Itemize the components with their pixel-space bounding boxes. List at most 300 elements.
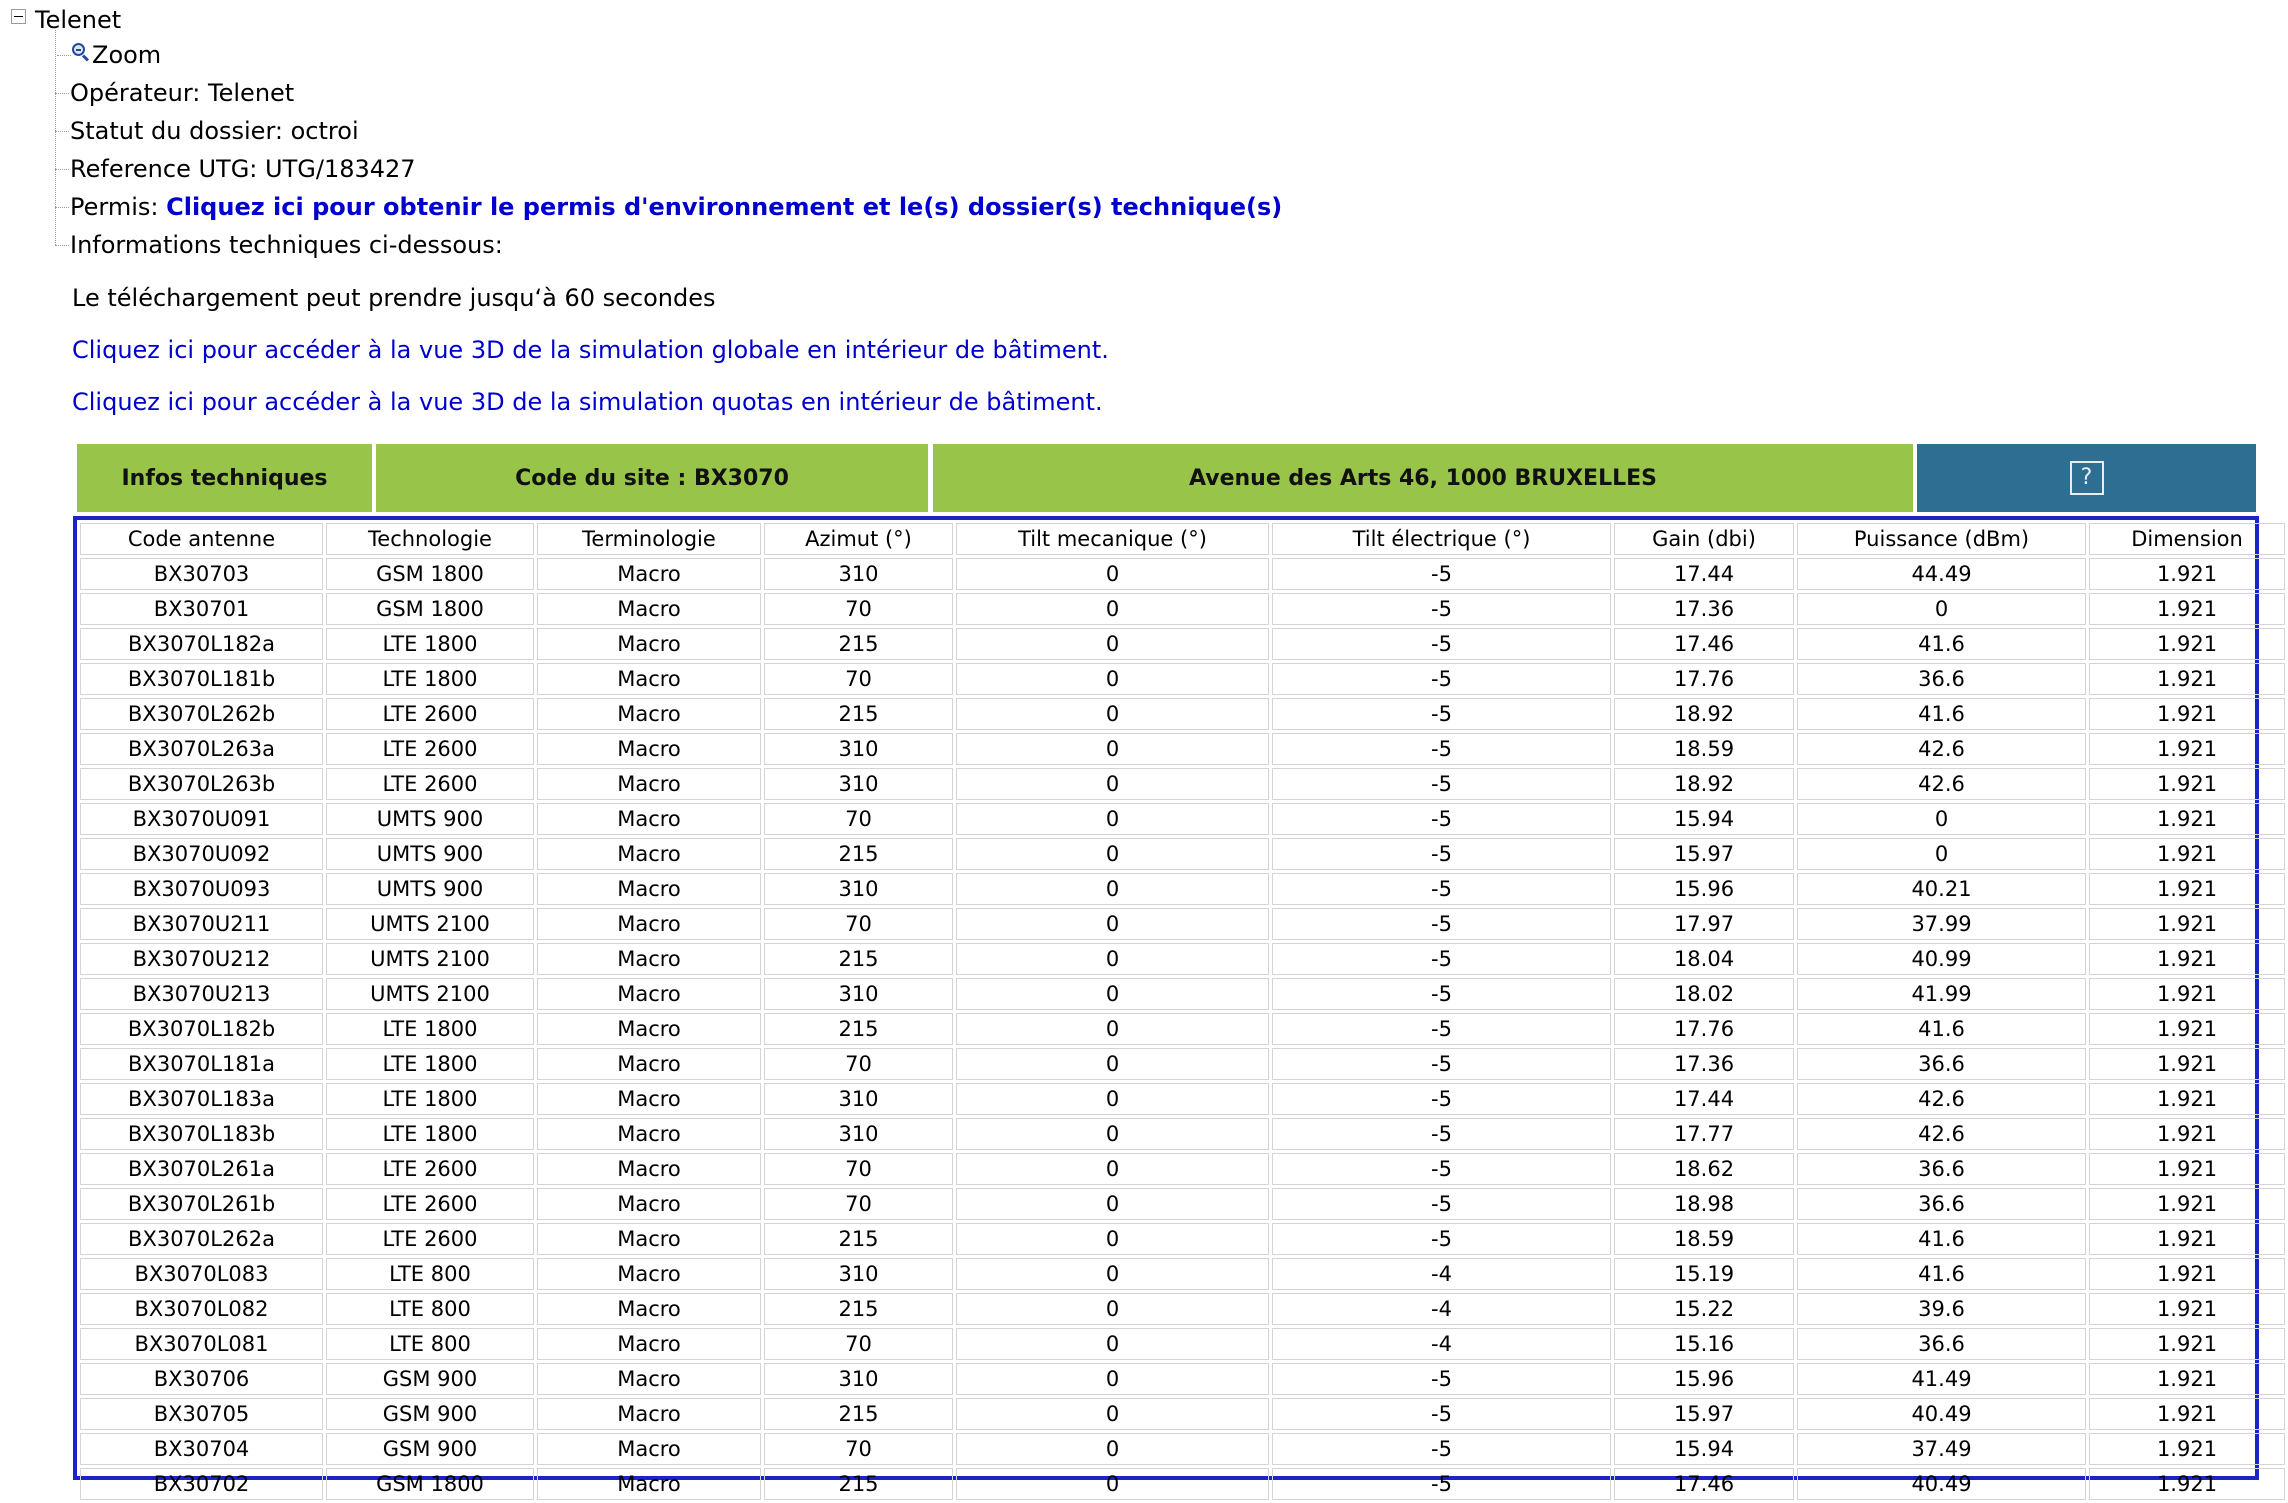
table-cell: LTE 1800: [326, 1083, 534, 1115]
antenna-table-container: [73, 516, 2259, 1496]
table-cell: BX3070U212: [80, 943, 323, 975]
reference-value: UTG/183427: [265, 155, 416, 183]
table-cell: 1.921: [2089, 1188, 2285, 1220]
table-cell: 15.19: [1614, 1258, 1794, 1290]
table-cell: 17.46: [1614, 1468, 1794, 1500]
table-cell: 41.6: [1797, 1223, 2086, 1255]
global-3d-link[interactable]: Cliquez ici pour accéder à la vue 3D de la simulation globale en intérieur de bâtiment.: [72, 336, 1109, 364]
header-address-cell: [933, 444, 1913, 512]
table-cell: LTE 2600: [326, 768, 534, 800]
table-cell: -4: [1272, 1328, 1611, 1360]
table-cell: 0: [956, 628, 1269, 660]
table-cell: 0: [956, 803, 1269, 835]
table-cell: GSM 900: [326, 1363, 534, 1395]
table-cell: 42.6: [1797, 733, 2086, 765]
table-cell: BX30702: [80, 1468, 323, 1500]
table-cell: 1.921: [2089, 1328, 2285, 1360]
table-cell: LTE 1800: [326, 628, 534, 660]
permit-link[interactable]: Cliquez ici pour obtenir le permis d'environnement et le(s) dossier(s) technique(s): [166, 193, 1283, 221]
table-cell: 0: [956, 733, 1269, 765]
table-cell: -5: [1272, 768, 1611, 800]
table-cell: 15.97: [1614, 1398, 1794, 1430]
table-cell: -5: [1272, 1223, 1611, 1255]
table-cell: 1.921: [2089, 1293, 2285, 1325]
table-cell: BX30706: [80, 1363, 323, 1395]
table-cell: 1.921: [2089, 1223, 2285, 1255]
table-cell: Macro: [537, 1223, 761, 1255]
table-row: [80, 663, 2285, 695]
table-cell: LTE 2600: [326, 1223, 534, 1255]
table-cell: LTE 1800: [326, 1013, 534, 1045]
table-cell: GSM 1800: [326, 1468, 534, 1500]
table-row: [80, 1153, 2285, 1185]
table-cell: 1.921: [2089, 978, 2285, 1010]
table-cell: Macro: [537, 1433, 761, 1465]
table-cell: -5: [1272, 1118, 1611, 1150]
table-cell: LTE 800: [326, 1328, 534, 1360]
table-cell: 41.6: [1797, 1013, 2086, 1045]
table-cell: 1.921: [2089, 1118, 2285, 1150]
table-cell: 1.921: [2089, 908, 2285, 940]
table-cell: 15.22: [1614, 1293, 1794, 1325]
table-row: [80, 803, 2285, 835]
table-row: [80, 1013, 2285, 1045]
site-tree: [0, 0, 2270, 440]
status-value: octroi: [290, 117, 359, 145]
table-cell: 310: [764, 768, 953, 800]
column-header: Code antenne: [80, 523, 323, 555]
table-row: [80, 628, 2285, 660]
table-row: [80, 1328, 2285, 1360]
tree-item-zoom[interactable]: [72, 38, 161, 72]
table-cell: 0: [1797, 803, 2086, 835]
table-cell: 17.77: [1614, 1118, 1794, 1150]
antenna-table: [77, 520, 2288, 1503]
table-row: [80, 978, 2285, 1010]
table-cell: 1.921: [2089, 593, 2285, 625]
table-cell: 0: [1797, 593, 2086, 625]
table-cell: 0: [956, 838, 1269, 870]
table-cell: Macro: [537, 628, 761, 660]
table-cell: 17.44: [1614, 558, 1794, 590]
table-cell: 1.921: [2089, 1468, 2285, 1500]
table-cell: GSM 1800: [326, 593, 534, 625]
table-cell: -5: [1272, 873, 1611, 905]
table-cell: 1.921: [2089, 1363, 2285, 1395]
table-cell: 0: [956, 1048, 1269, 1080]
table-cell: 15.16: [1614, 1328, 1794, 1360]
operator-value: Telenet: [208, 79, 295, 107]
table-cell: UMTS 2100: [326, 978, 534, 1010]
table-cell: 0: [956, 663, 1269, 695]
table-cell: 41.49: [1797, 1363, 2086, 1395]
table-cell: 0: [956, 1293, 1269, 1325]
table-row: [80, 1223, 2285, 1255]
table-cell: 70: [764, 1153, 953, 1185]
table-cell: BX3070L182a: [80, 628, 323, 660]
table-cell: 1.921: [2089, 698, 2285, 730]
table-row: [80, 593, 2285, 625]
table-cell: BX3070L182b: [80, 1013, 323, 1045]
header-help-cell: [1917, 444, 2256, 512]
table-cell: Macro: [537, 978, 761, 1010]
table-cell: BX3070U093: [80, 873, 323, 905]
table-cell: BX3070U091: [80, 803, 323, 835]
tree-item-status: [70, 114, 359, 148]
table-cell: 42.6: [1797, 1118, 2086, 1150]
table-cell: 37.99: [1797, 908, 2086, 940]
table-cell: -5: [1272, 1433, 1611, 1465]
table-cell: -5: [1272, 1188, 1611, 1220]
table-cell: 41.6: [1797, 628, 2086, 660]
table-cell: 0: [956, 1153, 1269, 1185]
table-cell: 17.36: [1614, 593, 1794, 625]
table-cell: Macro: [537, 733, 761, 765]
column-header: Dimension: [2089, 523, 2285, 555]
column-header: Technologie: [326, 523, 534, 555]
table-row: [80, 1083, 2285, 1115]
table-cell: -5: [1272, 838, 1611, 870]
table-cell: -5: [1272, 943, 1611, 975]
table-cell: BX3070U092: [80, 838, 323, 870]
table-row: [80, 698, 2285, 730]
table-cell: -5: [1272, 698, 1611, 730]
table-cell: BX3070L183a: [80, 1083, 323, 1115]
table-cell: -5: [1272, 803, 1611, 835]
table-cell: BX3070L262a: [80, 1223, 323, 1255]
operator-label: Opérateur:: [70, 79, 201, 107]
table-cell: BX30703: [80, 558, 323, 590]
table-cell: BX3070U213: [80, 978, 323, 1010]
table-cell: 0: [956, 1223, 1269, 1255]
table-row: [80, 1468, 2285, 1500]
table-cell: 0: [956, 1013, 1269, 1045]
table-cell: 0: [1797, 838, 2086, 870]
table-cell: 0: [956, 1258, 1269, 1290]
table-cell: 0: [956, 558, 1269, 590]
table-cell: 70: [764, 1048, 953, 1080]
table-cell: 0: [956, 1188, 1269, 1220]
table-row: [80, 1188, 2285, 1220]
column-header: Azimut (°): [764, 523, 953, 555]
table-cell: 36.6: [1797, 1048, 2086, 1080]
table-cell: 15.96: [1614, 1363, 1794, 1395]
table-cell: 70: [764, 593, 953, 625]
table-cell: 310: [764, 978, 953, 1010]
table-cell: BX30705: [80, 1398, 323, 1430]
table-cell: UMTS 900: [326, 873, 534, 905]
table-cell: Macro: [537, 803, 761, 835]
table-cell: 36.6: [1797, 1153, 2086, 1185]
table-cell: 310: [764, 1258, 953, 1290]
table-cell: -5: [1272, 978, 1611, 1010]
table-cell: 17.36: [1614, 1048, 1794, 1080]
table-cell: 1.921: [2089, 803, 2285, 835]
table-cell: -5: [1272, 593, 1611, 625]
table-cell: LTE 2600: [326, 733, 534, 765]
tree-item-technical-info: [70, 228, 503, 262]
table-cell: BX3070L183b: [80, 1118, 323, 1150]
table-cell: 18.59: [1614, 1223, 1794, 1255]
table-cell: -5: [1272, 663, 1611, 695]
table-cell: 1.921: [2089, 1153, 2285, 1185]
table-cell: Macro: [537, 1258, 761, 1290]
table-cell: 39.6: [1797, 1293, 2086, 1325]
table-cell: BX30701: [80, 593, 323, 625]
table-cell: BX3070U211: [80, 908, 323, 940]
table-cell: 41.6: [1797, 1258, 2086, 1290]
table-cell: 18.98: [1614, 1188, 1794, 1220]
table-cell: Macro: [537, 698, 761, 730]
table-row: [80, 1293, 2285, 1325]
table-cell: -5: [1272, 1048, 1611, 1080]
table-cell: 36.6: [1797, 663, 2086, 695]
table-cell: 1.921: [2089, 943, 2285, 975]
table-cell: 0: [956, 908, 1269, 940]
table-cell: 37.49: [1797, 1433, 2086, 1465]
table-cell: -5: [1272, 908, 1611, 940]
table-cell: 1.921: [2089, 1083, 2285, 1115]
table-cell: 70: [764, 908, 953, 940]
table-cell: 215: [764, 1223, 953, 1255]
tree-item-permit: [70, 190, 1282, 224]
table-cell: 17.76: [1614, 663, 1794, 695]
table-cell: LTE 800: [326, 1293, 534, 1325]
table-cell: 1.921: [2089, 1013, 2285, 1045]
table-cell: GSM 1800: [326, 558, 534, 590]
table-cell: 17.44: [1614, 1083, 1794, 1115]
table-cell: 310: [764, 1118, 953, 1150]
table-cell: -5: [1272, 733, 1611, 765]
table-cell: 215: [764, 628, 953, 660]
download-note: Le téléchargement peut prendre jusqu‘à 60 secondes: [72, 284, 716, 312]
table-cell: Macro: [537, 768, 761, 800]
table-cell: 44.49: [1797, 558, 2086, 590]
table-cell: 1.921: [2089, 733, 2285, 765]
table-row: [80, 1258, 2285, 1290]
reference-label: Reference UTG:: [70, 155, 258, 183]
table-cell: 0: [956, 873, 1269, 905]
table-cell: 215: [764, 1013, 953, 1045]
table-cell: 36.6: [1797, 1188, 2086, 1220]
table-cell: 1.921: [2089, 558, 2285, 590]
table-cell: 1.921: [2089, 663, 2285, 695]
table-cell: LTE 1800: [326, 1118, 534, 1150]
table-cell: Macro: [537, 1188, 761, 1220]
table-cell: Macro: [537, 1328, 761, 1360]
table-cell: 70: [764, 1188, 953, 1220]
table-cell: UMTS 900: [326, 838, 534, 870]
table-cell: 17.97: [1614, 908, 1794, 940]
table-cell: UMTS 900: [326, 803, 534, 835]
table-cell: BX3070L181a: [80, 1048, 323, 1080]
table-cell: 1.921: [2089, 1433, 2285, 1465]
table-row: [80, 1048, 2285, 1080]
table-cell: 0: [956, 1468, 1269, 1500]
tree-root-label[interactable]: Telenet: [35, 6, 122, 34]
table-cell: 18.02: [1614, 978, 1794, 1010]
tree-item-operator: [70, 76, 294, 110]
table-cell: 18.92: [1614, 768, 1794, 800]
table-cell: 15.97: [1614, 838, 1794, 870]
table-cell: Macro: [537, 1398, 761, 1430]
table-cell: 0: [956, 1328, 1269, 1360]
table-cell: 17.76: [1614, 1013, 1794, 1045]
table-cell: 18.92: [1614, 698, 1794, 730]
table-cell: 1.921: [2089, 838, 2285, 870]
table-cell: LTE 2600: [326, 698, 534, 730]
table-cell: 42.6: [1797, 768, 2086, 800]
header-infos-label: Infos techniques: [121, 465, 328, 491]
table-cell: BX3070L262b: [80, 698, 323, 730]
table-cell: -4: [1272, 1258, 1611, 1290]
zoom-label[interactable]: Zoom: [92, 41, 162, 69]
table-cell: -5: [1272, 628, 1611, 660]
table-cell: 40.21: [1797, 873, 2086, 905]
table-row: [80, 733, 2285, 765]
table-cell: 310: [764, 558, 953, 590]
table-cell: 0: [956, 1433, 1269, 1465]
table-cell: Macro: [537, 663, 761, 695]
table-cell: 18.62: [1614, 1153, 1794, 1185]
table-cell: 1.921: [2089, 1398, 2285, 1430]
table-cell: 215: [764, 698, 953, 730]
table-row: [80, 768, 2285, 800]
status-label: Statut du dossier:: [70, 117, 283, 145]
zoom-icon[interactable]: [72, 43, 90, 61]
table-cell: 70: [764, 803, 953, 835]
header-address: Avenue des Arts 46, 1000 BRUXELLES: [1189, 465, 1657, 491]
tree-connector: [55, 30, 56, 245]
table-cell: 0: [956, 978, 1269, 1010]
table-cell: Macro: [537, 1363, 761, 1395]
table-cell: -5: [1272, 1153, 1611, 1185]
table-cell: BX3070L261a: [80, 1153, 323, 1185]
table-cell: 1.921: [2089, 768, 2285, 800]
table-cell: -5: [1272, 1398, 1611, 1430]
table-cell: 0: [956, 943, 1269, 975]
table-cell: LTE 1800: [326, 1048, 534, 1080]
table-cell: Macro: [537, 908, 761, 940]
table-cell: 215: [764, 1398, 953, 1430]
table-cell: 215: [764, 838, 953, 870]
table-cell: 215: [764, 1468, 953, 1500]
technical-info-label: Informations techniques ci-dessous:: [70, 231, 503, 259]
table-cell: 1.921: [2089, 873, 2285, 905]
column-header: Tilt électrique (°): [1272, 523, 1611, 555]
table-cell: -5: [1272, 1013, 1611, 1045]
table-cell: LTE 1800: [326, 663, 534, 695]
table-row: [80, 1363, 2285, 1395]
table-cell: 15.94: [1614, 1433, 1794, 1465]
table-cell: 1.921: [2089, 1048, 2285, 1080]
table-cell: LTE 2600: [326, 1188, 534, 1220]
table-row: [80, 1118, 2285, 1150]
table-cell: 18.04: [1614, 943, 1794, 975]
table-cell: -5: [1272, 1083, 1611, 1115]
quota-3d-link[interactable]: Cliquez ici pour accéder à la vue 3D de la simulation quotas en intérieur de bâtiment.: [72, 388, 1103, 416]
table-cell: 0: [956, 1398, 1269, 1430]
table-cell: 0: [956, 1363, 1269, 1395]
table-cell: BX30704: [80, 1433, 323, 1465]
table-cell: 15.94: [1614, 803, 1794, 835]
table-cell: Macro: [537, 1153, 761, 1185]
help-icon[interactable]: ?: [2070, 461, 2104, 495]
table-header-row: [80, 523, 2285, 555]
table-cell: BX3070L181b: [80, 663, 323, 695]
table-cell: -4: [1272, 1293, 1611, 1325]
table-cell: Macro: [537, 1048, 761, 1080]
table-cell: 40.99: [1797, 943, 2086, 975]
table-cell: 0: [956, 593, 1269, 625]
table-cell: BX3070L261b: [80, 1188, 323, 1220]
column-header: Puissance (dBm): [1797, 523, 2086, 555]
table-cell: 70: [764, 1328, 953, 1360]
table-cell: Macro: [537, 838, 761, 870]
table-row: [80, 943, 2285, 975]
table-cell: Macro: [537, 1083, 761, 1115]
table-cell: BX3070L083: [80, 1258, 323, 1290]
table-cell: 310: [764, 1083, 953, 1115]
table-cell: Macro: [537, 558, 761, 590]
table-cell: 41.99: [1797, 978, 2086, 1010]
table-cell: BX3070L263b: [80, 768, 323, 800]
table-cell: LTE 800: [326, 1258, 534, 1290]
table-cell: LTE 2600: [326, 1153, 534, 1185]
table-cell: 0: [956, 1083, 1269, 1115]
table-cell: Macro: [537, 1013, 761, 1045]
table-row: [80, 558, 2285, 590]
table-row: [80, 1398, 2285, 1430]
table-cell: 15.96: [1614, 873, 1794, 905]
column-header: Gain (dbi): [1614, 523, 1794, 555]
table-row: [80, 873, 2285, 905]
table-cell: 17.46: [1614, 628, 1794, 660]
table-cell: Macro: [537, 593, 761, 625]
table-cell: UMTS 2100: [326, 908, 534, 940]
table-cell: Macro: [537, 1293, 761, 1325]
table-cell: Macro: [537, 1118, 761, 1150]
table-cell: 310: [764, 1363, 953, 1395]
table-row: [80, 908, 2285, 940]
table-cell: Macro: [537, 1468, 761, 1500]
table-cell: 215: [764, 1293, 953, 1325]
header-site-code: Code du site : BX3070: [515, 465, 789, 491]
table-cell: GSM 900: [326, 1433, 534, 1465]
table-row: [80, 1433, 2285, 1465]
table-cell: -5: [1272, 1468, 1611, 1500]
table-body: [80, 558, 2285, 1500]
table-cell: GSM 900: [326, 1398, 534, 1430]
tree-item-reference: [70, 152, 416, 186]
table-cell: 0: [956, 768, 1269, 800]
table-cell: 40.49: [1797, 1468, 2086, 1500]
table-cell: 41.6: [1797, 698, 2086, 730]
collapse-toggle-icon[interactable]: [11, 9, 26, 24]
table-cell: 0: [956, 1118, 1269, 1150]
table-cell: 310: [764, 733, 953, 765]
permit-label: Permis:: [70, 193, 159, 221]
table-cell: 36.6: [1797, 1328, 2086, 1360]
table-cell: 18.59: [1614, 733, 1794, 765]
table-cell: 1.921: [2089, 628, 2285, 660]
table-cell: Macro: [537, 943, 761, 975]
header-infos-cell: [77, 444, 372, 512]
table-cell: -5: [1272, 1363, 1611, 1395]
table-cell: 1.921: [2089, 1258, 2285, 1290]
table-cell: 42.6: [1797, 1083, 2086, 1115]
table-cell: Macro: [537, 873, 761, 905]
